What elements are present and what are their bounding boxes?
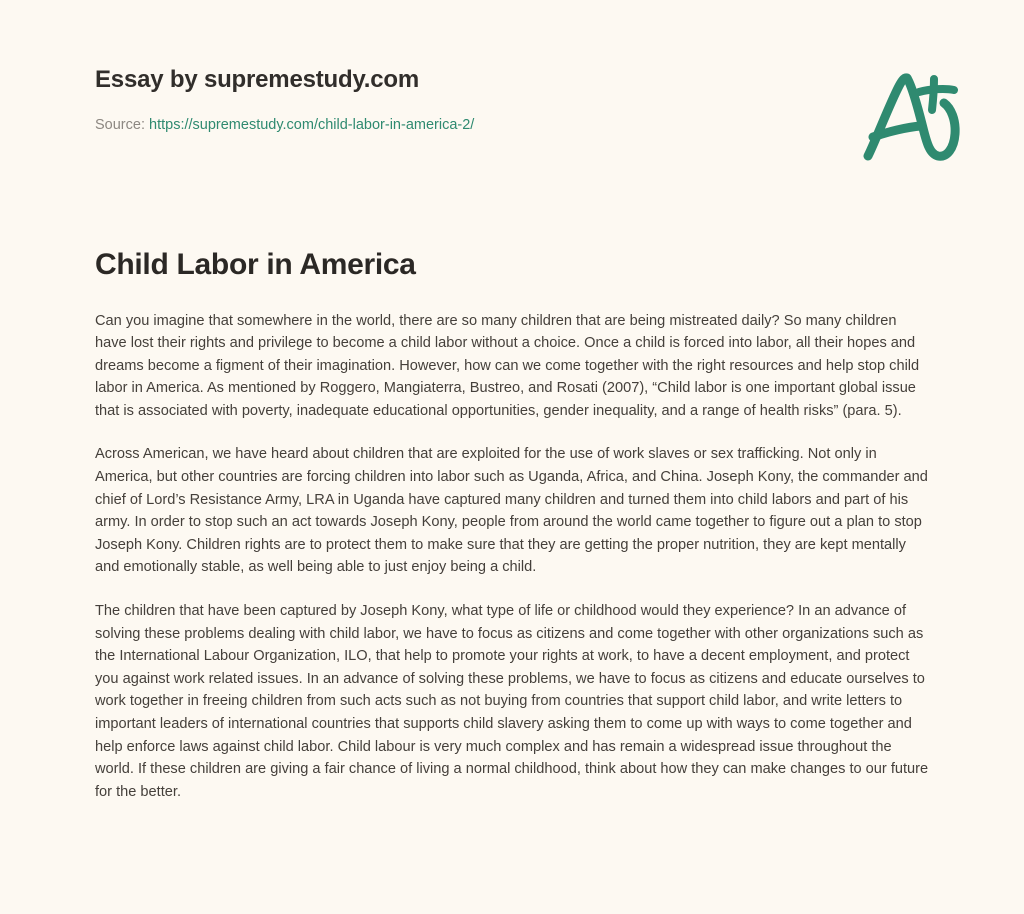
article-paragraph: Across American, we have heard about children that are exploited for the use of work slaves or sex trafficking. Not only in America, but other countries are forcing children into labor such as Uganda, Africa, and China. Joseph Kony, the commander and chief of Lord’s Resistance Army, LRA in Uganda have captured many children and turned them into child labors and part of his army. In order to stop such an act towards Joseph Kony, people from around the world came together to figure out a plan to stop Joseph Kony. Children rights are to protect them to make sure that they are getting the proper nutrition, they are kept mentally and emotionally stable, as well being able to just enjoy being a child.: [95, 446, 928, 576]
byline: Essay by supremestudy.com: [95, 66, 420, 93]
source-label: Source:: [95, 116, 145, 133]
page-title: Child Labor in America: [95, 248, 416, 281]
article-body: [95, 310, 930, 804]
source-line: [95, 115, 964, 135]
article-paragraph: Can you imagine that somewhere in the world, there are so many children that are being mistreated daily? So many children have lost their rights and privilege to become a child labor without a choice. Once a child is forced into labor, all their hopes and dreams become a figment of their imagination. However, how can we come together with the right resources and help stop child labor in America. As mentioned by Roggero, Mangiaterra, Bustreo, and Rosati (2007), “Child labor is one important global issue that is associated with poverty, inadequate educational opportunities, gender inequality, and a range of health risks” (para. 5).: [95, 312, 920, 419]
article: [95, 246, 930, 803]
a-plus-logo-icon: [855, 62, 967, 174]
page-header: [95, 66, 964, 186]
source-url-link[interactable]: https://supremestudy.com/child-labor-in-america-2/: [149, 116, 475, 133]
article-paragraph: The children that have been captured by Joseph Kony, what type of life or childhood would they experience? In an advance of solving these problems dealing with child labor, we have to focus as citizens and come together with other organizations such as the International Labour Organization, ILO, that help to promote your rights at work, to have a decent employment, and protect you against work related issues. In an advance of solving these problems, we have to focus as citizens and educate ourselves to work together in freeing children from such acts such as not buying from countries that support child labor, and write letters to important leaders of international countries that supports child slavery asking them to come up with ways to come together and help enforce laws against child labor. Child labour is very much complex and has remain a widespread issue throughout the world. If these children are giving a fair chance of living a normal childhood, think about how they can make changes to our future for the better.: [95, 603, 929, 800]
